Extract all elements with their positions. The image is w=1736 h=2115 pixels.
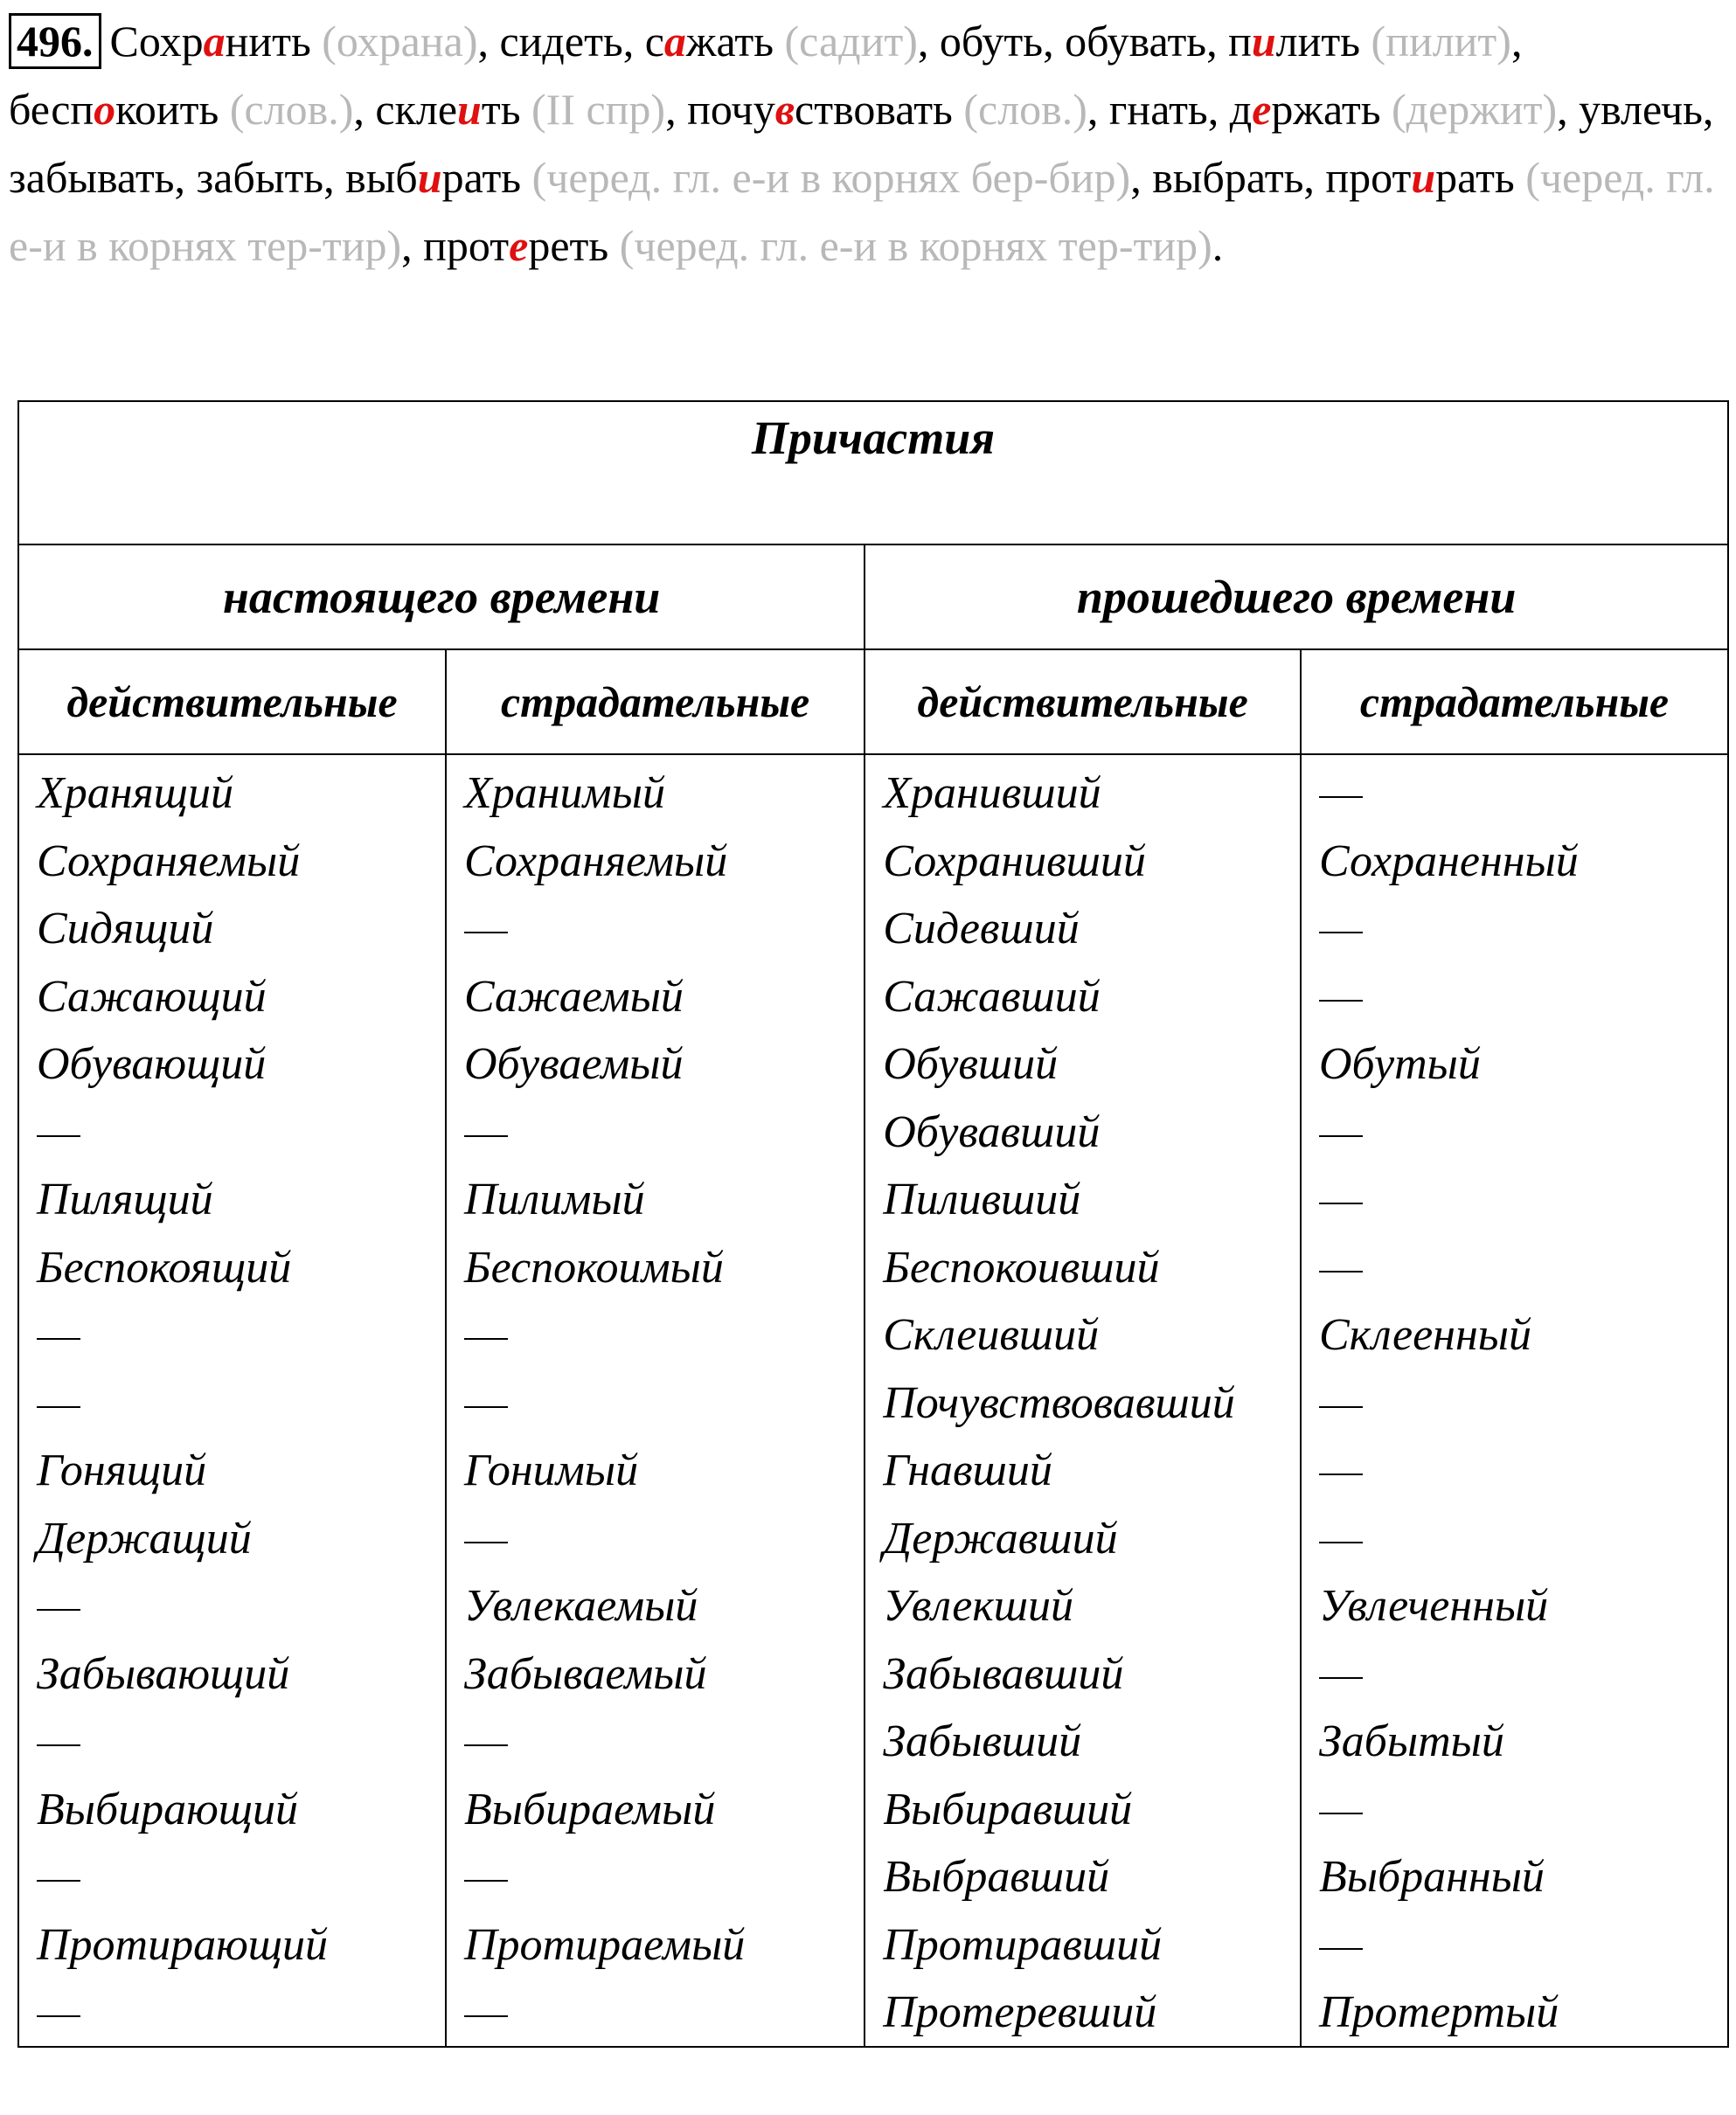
dash-mark bbox=[37, 1609, 80, 1611]
participle-word: Протирающий bbox=[37, 1919, 329, 1970]
highlighted-letter: и bbox=[457, 85, 482, 134]
participle-word: Сажаемый bbox=[464, 971, 684, 1022]
empty-dash bbox=[1302, 759, 1727, 827]
empty-dash bbox=[447, 1978, 864, 2046]
dash-mark bbox=[464, 1744, 508, 1746]
hint-text: (охрана) bbox=[322, 17, 478, 66]
dash-mark bbox=[37, 1744, 80, 1746]
hint-text: (слов.) bbox=[963, 85, 1087, 134]
empty-dash bbox=[1302, 1504, 1727, 1572]
highlighted-letter: и bbox=[1251, 17, 1276, 66]
exercise-fragment: , прот bbox=[401, 221, 510, 270]
exercise-fragment: , почу bbox=[665, 85, 775, 134]
participle-word: Выбираемый bbox=[464, 1784, 716, 1834]
participle-word: Склеивший bbox=[883, 1310, 1100, 1360]
participle-word: Сохранивший bbox=[883, 836, 1146, 886]
participle-word: Пилящий bbox=[37, 1175, 213, 1224]
table-title: Причастия bbox=[18, 401, 1728, 544]
dash-mark bbox=[1319, 1203, 1363, 1204]
dash-mark bbox=[1319, 1813, 1363, 1814]
empty-dash bbox=[447, 1300, 864, 1369]
participle-word: Склеенный bbox=[1318, 1310, 1531, 1360]
participle-word: Забывающий bbox=[37, 1648, 290, 1699]
empty-dash bbox=[19, 1571, 445, 1640]
col-header-present-passive: страдательные bbox=[446, 649, 865, 754]
empty-dash bbox=[447, 894, 864, 962]
empty-dash bbox=[1302, 1775, 1727, 1843]
empty-dash bbox=[1302, 1098, 1727, 1166]
hint-text: (черед. гл. е-и в корнях бер-бир) bbox=[531, 153, 1131, 202]
empty-dash bbox=[1302, 1165, 1727, 1233]
participle-word: Державший bbox=[883, 1513, 1118, 1564]
participle-word: Беспокоивший bbox=[883, 1242, 1160, 1293]
participle-word: Увлекаемый bbox=[464, 1581, 698, 1631]
hint-text: (черед. гл. е-и в корнях тер-тир) bbox=[9, 153, 1715, 270]
exercise-fragment: ржать bbox=[1271, 85, 1392, 134]
exercise-fragment: д bbox=[1229, 85, 1253, 134]
group-present-header: настоящего времени bbox=[18, 544, 865, 649]
highlighted-letter: в bbox=[774, 85, 795, 134]
hint-text: (черед. гл. е-и в корнях тер-тир) bbox=[619, 221, 1212, 270]
dash-mark bbox=[37, 1135, 80, 1137]
exercise-fragment: , сидеть, с bbox=[477, 17, 664, 66]
hint-text: (держит) bbox=[1392, 85, 1558, 134]
participle-word: Увлекший bbox=[883, 1581, 1073, 1631]
empty-dash bbox=[1302, 1640, 1727, 1708]
participle-word: Выбирающий bbox=[37, 1784, 299, 1834]
dash-mark bbox=[1319, 796, 1363, 798]
exercise-fragment: ствовать bbox=[795, 85, 964, 134]
participle-word: Протертый bbox=[1318, 1987, 1559, 2037]
column-present-passive bbox=[446, 754, 865, 2047]
participle-word: Сохраняемый bbox=[37, 836, 301, 886]
participle-word: Сажавший bbox=[883, 971, 1101, 1022]
empty-dash bbox=[1302, 1910, 1727, 1979]
participle-word: Увлеченный bbox=[1318, 1581, 1549, 1631]
participle-word: Сидевший bbox=[883, 904, 1080, 953]
dash-mark bbox=[1319, 1000, 1363, 1002]
participle-word: Обутый bbox=[1318, 1039, 1481, 1089]
exercise-fragment: , выбрать, прот bbox=[1130, 153, 1412, 202]
participle-word: Протиравший bbox=[883, 1919, 1163, 1970]
exercise-fragment: рать bbox=[1435, 153, 1526, 202]
column-past-active bbox=[865, 754, 1301, 2047]
highlighted-letter: е bbox=[509, 221, 529, 270]
participle-word: Сохраняемый bbox=[464, 836, 728, 886]
empty-dash bbox=[447, 1707, 864, 1775]
empty-dash bbox=[447, 1842, 864, 1910]
participle-word: Сидящий bbox=[37, 904, 214, 953]
participle-word: Забывавший bbox=[883, 1648, 1124, 1699]
participle-word: Беспокоящий bbox=[37, 1242, 292, 1293]
dash-mark bbox=[37, 2015, 80, 2017]
participle-word: Обуваемый bbox=[464, 1039, 684, 1089]
participle-word: Обувший bbox=[883, 1039, 1059, 1089]
hint-text: (II спр) bbox=[531, 85, 666, 134]
column-present-active bbox=[18, 754, 446, 2047]
participle-word: Сажающий bbox=[37, 971, 267, 1022]
participles-table bbox=[17, 400, 1729, 2048]
participle-word: Выбранный bbox=[1318, 1852, 1545, 1902]
dash-mark bbox=[1319, 1474, 1363, 1475]
hint-text: (слов.) bbox=[229, 85, 354, 134]
highlighted-letter: о bbox=[94, 85, 116, 134]
dash-mark bbox=[464, 1406, 508, 1408]
exercise-fragment: Сохр bbox=[109, 17, 204, 66]
dash-mark bbox=[1319, 1135, 1363, 1137]
exercise-fragment: , скле bbox=[353, 85, 458, 134]
exercise-fragment: , обуть, обувать, п bbox=[917, 17, 1252, 66]
empty-dash bbox=[1302, 962, 1727, 1030]
exercise-fragment: , бесп bbox=[9, 17, 1523, 134]
col-header-past-active: действительные bbox=[865, 649, 1301, 754]
dash-mark bbox=[464, 1542, 508, 1543]
hint-text: (пилит) bbox=[1371, 17, 1511, 66]
empty-dash bbox=[1302, 1233, 1727, 1301]
participle-word: Сохраненный bbox=[1318, 836, 1579, 886]
empty-dash bbox=[19, 1300, 445, 1369]
empty-dash bbox=[19, 1707, 445, 1775]
participle-word: Пиливший bbox=[883, 1175, 1081, 1224]
highlighted-letter: и bbox=[417, 153, 442, 202]
exercise-fragment: нить bbox=[225, 17, 323, 66]
participle-word: Гонящий bbox=[37, 1446, 207, 1495]
dash-mark bbox=[37, 1880, 80, 1882]
exercise-fragment: рать bbox=[441, 153, 532, 202]
participle-word: Протеревший bbox=[883, 1987, 1157, 2037]
highlighted-letter: е bbox=[1252, 85, 1272, 134]
dash-mark bbox=[464, 1135, 508, 1137]
dash-mark bbox=[37, 1406, 80, 1408]
empty-dash bbox=[19, 1098, 445, 1166]
exercise-fragment: ть bbox=[481, 85, 532, 134]
exercise-fragment: коить bbox=[115, 85, 230, 134]
exercise-fragment: , увлечь, забывать, забыть, выб bbox=[9, 85, 1714, 202]
participle-word: Хранивший bbox=[883, 768, 1101, 818]
dash-mark bbox=[1319, 1271, 1363, 1272]
participle-word: Выбиравший bbox=[883, 1784, 1133, 1834]
empty-dash bbox=[19, 1978, 445, 2046]
exercise-body bbox=[9, 17, 1715, 270]
participle-word: Хранимый bbox=[464, 768, 665, 818]
empty-dash bbox=[19, 1842, 445, 1910]
dash-mark bbox=[1319, 1542, 1363, 1543]
participle-word: Протираемый bbox=[464, 1919, 746, 1970]
highlighted-letter: и bbox=[1411, 153, 1436, 202]
participle-word: Держащий bbox=[37, 1513, 252, 1564]
exercise-number: 496. bbox=[9, 13, 101, 69]
empty-dash bbox=[19, 1369, 445, 1437]
dash-mark bbox=[1319, 1948, 1363, 1950]
group-past-header: прошедшего времени bbox=[865, 544, 1728, 649]
participle-word: Пилимый bbox=[464, 1175, 645, 1224]
column-past-passive bbox=[1301, 754, 1728, 2047]
empty-dash bbox=[1302, 1436, 1727, 1504]
highlighted-letter: а bbox=[663, 17, 686, 66]
col-header-present-active: действительные bbox=[18, 649, 446, 754]
participle-word: Забываемый bbox=[464, 1648, 707, 1699]
highlighted-letter: а bbox=[203, 17, 226, 66]
dash-mark bbox=[37, 1338, 80, 1340]
participle-word: Хранящий bbox=[37, 768, 233, 818]
dash-mark bbox=[464, 2015, 508, 2017]
participle-word: Обувавший bbox=[883, 1106, 1101, 1157]
participle-word: Гонимый bbox=[464, 1446, 639, 1495]
dash-mark bbox=[1319, 932, 1363, 933]
empty-dash bbox=[1302, 1369, 1727, 1437]
dash-mark bbox=[464, 1338, 508, 1340]
exercise-fragment: лить bbox=[1275, 17, 1371, 66]
participle-word: Выбравший bbox=[883, 1852, 1110, 1902]
empty-dash bbox=[447, 1098, 864, 1166]
participle-word: Забывший bbox=[883, 1716, 1082, 1766]
dash-mark bbox=[464, 932, 508, 933]
col-header-past-passive: страдательные bbox=[1301, 649, 1728, 754]
empty-dash bbox=[447, 1369, 864, 1437]
exercise-fragment: реть bbox=[528, 221, 620, 270]
participle-word: Почувствовавший bbox=[883, 1377, 1235, 1428]
hint-text: (садит) bbox=[784, 17, 918, 66]
dash-mark bbox=[1319, 1406, 1363, 1408]
exercise-fragment: жать bbox=[685, 17, 785, 66]
dash-mark bbox=[464, 1880, 508, 1882]
participle-word: Обувающий bbox=[37, 1039, 267, 1089]
exercise-text bbox=[9, 7, 1722, 280]
participle-word: Гнавший bbox=[883, 1446, 1052, 1495]
dash-mark bbox=[1319, 1677, 1363, 1679]
exercise-fragment: , гнать, bbox=[1087, 85, 1230, 134]
empty-dash bbox=[1302, 894, 1727, 962]
participle-word: Забытый bbox=[1318, 1716, 1504, 1766]
empty-dash bbox=[447, 1504, 864, 1572]
exercise-fragment: . bbox=[1212, 221, 1224, 270]
participle-word: Беспокоимый bbox=[464, 1242, 724, 1293]
